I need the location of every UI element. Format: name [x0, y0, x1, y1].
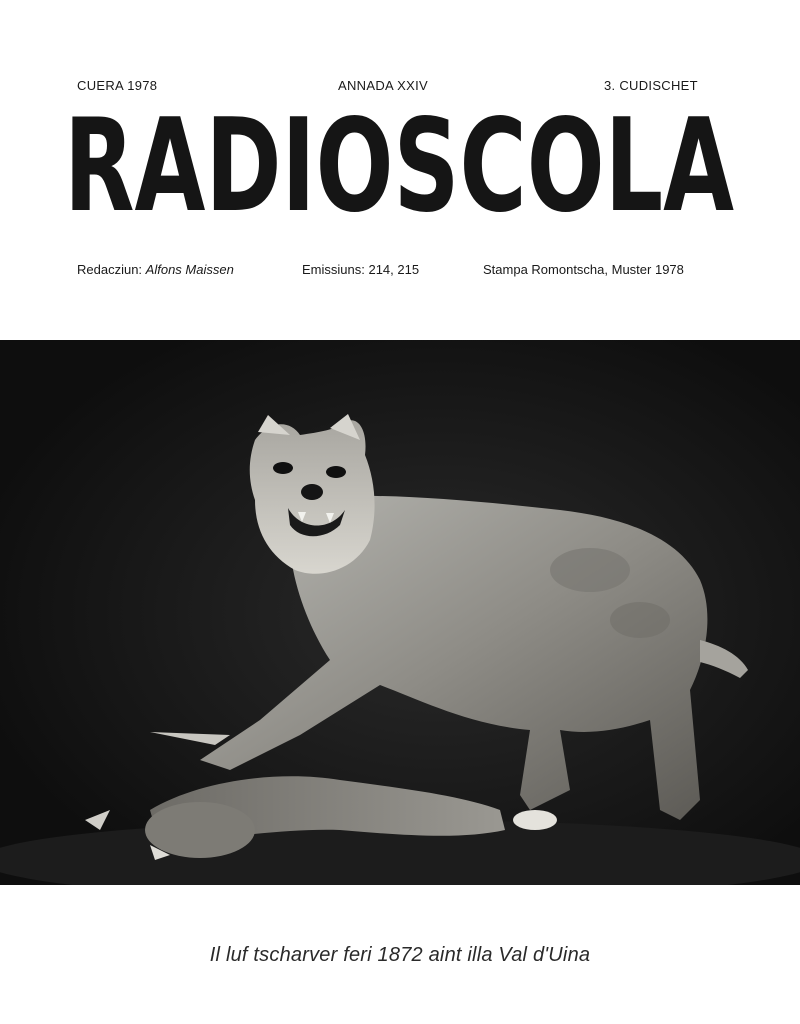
printer-credit: Stampa Romontscha, Muster 1978 — [483, 262, 684, 277]
editor-credit — [77, 262, 234, 277]
issue-place-year: CUERA 1978 — [77, 78, 158, 93]
photo-caption: Il luf tscharver feri 1872 aint illa Val d'Uina — [209, 944, 591, 966]
broadcasts: Emissiuns: 214, 215 — [302, 262, 420, 277]
editor-label: Redacziun: — [77, 262, 143, 277]
volume-number: ANNADA XXIV — [338, 78, 428, 93]
issue-number: 3. CUDISCHET — [604, 78, 698, 93]
editor-name: Alfons Maissen — [145, 262, 234, 277]
lynx-photo — [0, 340, 800, 885]
masthead-title: RADIOSCOLA — [64, 112, 734, 216]
masthead — [0, 112, 800, 216]
